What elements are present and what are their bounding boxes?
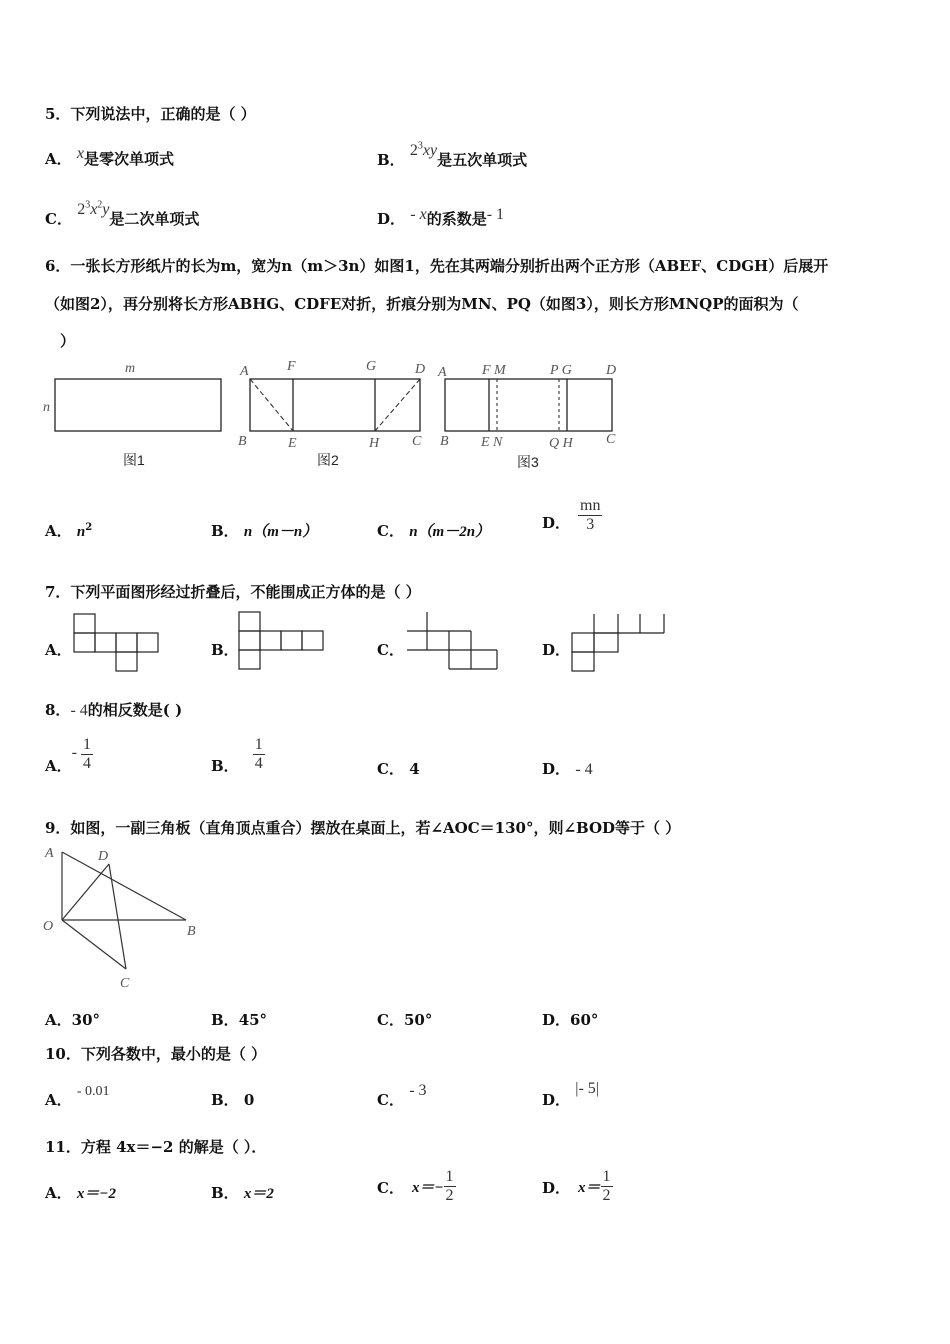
option-label: A． xyxy=(45,1011,72,1029)
label-m: m xyxy=(125,361,136,376)
option-text: 是五次单项式 xyxy=(437,151,528,169)
label-f: F xyxy=(287,359,296,374)
side-dc xyxy=(109,864,126,969)
label-n: n xyxy=(43,400,50,415)
side-oc xyxy=(62,920,126,969)
math-expr: - x xyxy=(410,206,427,223)
q7-option-b-net[interactable] xyxy=(237,610,327,674)
label-e: E xyxy=(288,436,297,451)
label-c: C xyxy=(120,976,130,991)
option-label: D． xyxy=(542,1011,571,1029)
option-label: B． xyxy=(211,1091,239,1109)
q8-option-b[interactable] xyxy=(211,733,265,776)
figure-1 xyxy=(43,361,221,468)
q5-option-d[interactable] xyxy=(377,203,505,228)
q8-option-d[interactable] xyxy=(542,758,593,779)
option-label: A． xyxy=(45,1091,72,1109)
option-text: 是二次单项式 xyxy=(109,210,200,228)
option-label: A． xyxy=(45,150,72,168)
q10-option-d[interactable] xyxy=(542,1080,599,1110)
fraction-numerator: mn xyxy=(578,497,602,516)
q5-option-a[interactable] xyxy=(45,145,174,169)
q11-option-a[interactable] xyxy=(45,1182,116,1203)
label-qh: Q H xyxy=(549,436,573,451)
q11-option-c[interactable] xyxy=(377,1168,456,1206)
label-c: C xyxy=(412,434,422,449)
fraction-numerator: 1 xyxy=(444,1168,456,1187)
q11-stem: 11．方程 4x＝−2 的解是（ ）． xyxy=(45,1138,267,1156)
q9-option-b[interactable] xyxy=(211,1009,267,1030)
stem-prefix: 8． xyxy=(45,701,71,719)
dashed-diagonal-ae xyxy=(250,379,293,431)
rectangle xyxy=(55,379,221,431)
fraction-numerator: 1 xyxy=(253,736,265,755)
option-value: 60° xyxy=(570,1011,599,1029)
caption-fig1: 图1 xyxy=(123,452,145,468)
option-label: D． xyxy=(542,1179,571,1198)
math-base: n xyxy=(76,524,86,540)
option-label: C． xyxy=(377,1091,404,1109)
q10-option-a[interactable] xyxy=(45,1084,110,1110)
option-value: - 4 xyxy=(575,761,593,778)
label-pg: P G xyxy=(550,363,572,378)
math-value: - 1 xyxy=(486,206,505,223)
figure-3 xyxy=(437,363,616,470)
option-value: |- 5| xyxy=(575,1080,599,1097)
label-a: A xyxy=(45,846,54,861)
option-label: B． xyxy=(211,1011,239,1029)
q7-option-d-label[interactable]: D． xyxy=(542,641,571,659)
option-label: B． xyxy=(211,1184,239,1202)
q7-option-a-label[interactable]: A． xyxy=(45,641,72,659)
q7-option-c-label[interactable]: C． xyxy=(377,641,404,659)
q7-option-c-net[interactable] xyxy=(405,610,501,674)
fraction-denominator: 4 xyxy=(254,755,263,772)
math-var-y: y xyxy=(102,201,110,218)
fraction-denominator: 3 xyxy=(586,516,595,534)
option-label: A． xyxy=(45,522,72,540)
q9-option-c[interactable] xyxy=(377,1009,432,1030)
side-od xyxy=(62,864,109,920)
q7-option-d-net[interactable] xyxy=(570,612,668,674)
option-label: C． xyxy=(45,210,72,228)
stem-suffix: 的相反数是( ) xyxy=(87,701,183,719)
label-d: D xyxy=(98,849,109,864)
math-var: xy xyxy=(422,142,438,159)
q7-stem: 7．下列平面图形经过折叠后，不能围成正方体的是（ ） xyxy=(45,583,421,601)
fraction-denominator: 4 xyxy=(82,755,91,772)
label-g: G xyxy=(366,359,377,374)
fraction-numerator: 1 xyxy=(81,736,93,755)
label-b: B xyxy=(440,434,449,449)
label-fm: F M xyxy=(482,363,506,378)
math-exp: 2 xyxy=(85,522,93,533)
option-label: B． xyxy=(211,522,239,540)
option-expr: n（m－n） xyxy=(243,524,318,540)
label-a: A xyxy=(240,364,249,379)
option-label: A． xyxy=(45,757,72,775)
option-text: 是零次单项式 xyxy=(83,150,174,168)
math-exp: 3 xyxy=(85,199,91,211)
fraction-denominator: 2 xyxy=(602,1187,611,1205)
option-value: - 0.01 xyxy=(76,1084,110,1099)
option-value: 0 xyxy=(243,1091,255,1109)
q6-stem-line2: （如图2），再分别将长方形ABHG、CDFE对折，折痕分别为MN、PQ（如图3），则长方形MNQP的面积为（ xyxy=(45,295,799,313)
option-label: A． xyxy=(45,1184,72,1202)
label-d: D xyxy=(606,363,617,378)
q11-option-b[interactable] xyxy=(211,1182,274,1203)
label-b: B xyxy=(187,924,196,939)
fraction-denominator: 2 xyxy=(445,1187,454,1205)
math-expr: x xyxy=(76,145,84,162)
label-c: C xyxy=(606,432,616,447)
caption-fig2: 图2 xyxy=(317,452,339,468)
option-label: D． xyxy=(542,514,571,533)
option-label: D． xyxy=(542,1091,571,1109)
q9-option-d[interactable] xyxy=(542,1009,598,1030)
rectangle xyxy=(445,379,612,431)
option-value: 50° xyxy=(403,1011,433,1029)
q7-option-a-net[interactable] xyxy=(72,612,162,674)
option-value: 45° xyxy=(238,1011,268,1029)
q5-stem: 5．下列说法中，正确的是（ ） xyxy=(45,105,256,123)
fraction-numerator: 1 xyxy=(601,1168,613,1187)
option-value: - 3 xyxy=(409,1082,427,1099)
math-exp: 3 xyxy=(417,140,423,152)
q8-option-c[interactable] xyxy=(377,758,420,779)
option-value: 30° xyxy=(71,1011,101,1029)
option-label: C． xyxy=(377,760,404,778)
math-exp-x: 2 xyxy=(97,199,103,211)
q10-option-b[interactable] xyxy=(211,1089,254,1110)
option-label: D． xyxy=(542,760,571,778)
q11-option-d[interactable] xyxy=(542,1168,613,1206)
q6-stem-line1: 6．一张长方形纸片的长为m，宽为n（m＞3n）如图1，先在其两端分别折出两个正方形（ABEF、CDGH）后展开 xyxy=(45,257,829,275)
q10-stem: 10．下列各数中，最小的是（ ） xyxy=(45,1045,267,1063)
q8-option-a[interactable] xyxy=(45,733,93,776)
rectangle xyxy=(250,379,420,431)
q5-option-c[interactable] xyxy=(45,198,200,228)
q9-option-a[interactable] xyxy=(45,1009,100,1030)
q6-option-d[interactable] xyxy=(542,497,602,535)
figure-2 xyxy=(238,359,425,468)
option-label: C． xyxy=(377,1011,404,1029)
option-value: x＝2 xyxy=(243,1186,274,1202)
q9-stem: 9．如图，一副三角板（直角顶点重合）摆放在桌面上，若∠AOC＝130°，则∠BOD等于（ ） xyxy=(45,819,681,837)
q5-option-b[interactable] xyxy=(377,140,528,169)
option-expr: n（m－2n） xyxy=(409,524,491,540)
option-text: 的系数是 xyxy=(426,210,487,228)
label-a: A xyxy=(438,365,447,380)
math-sign: - xyxy=(71,743,77,761)
stem-value: - 4 xyxy=(70,702,88,719)
q7-option-b-label[interactable]: B． xyxy=(211,641,239,659)
label-d: D xyxy=(415,362,426,377)
caption-fig3: 图3 xyxy=(517,454,539,470)
math-var-x: x xyxy=(90,201,98,218)
q6-option-b[interactable] xyxy=(211,520,317,541)
option-value: x＝−2 xyxy=(76,1186,116,1202)
label-o: O xyxy=(43,919,54,934)
option-label: C． xyxy=(377,1179,404,1198)
q10-option-c[interactable] xyxy=(377,1082,427,1110)
option-label: B． xyxy=(377,151,405,169)
option-prefix: x＝ xyxy=(578,1180,601,1197)
q6-option-a[interactable] xyxy=(45,520,92,541)
math-base: 2 xyxy=(77,201,86,218)
label-b: B xyxy=(238,434,247,449)
math-base: 2 xyxy=(409,142,418,159)
option-label: C． xyxy=(377,522,404,540)
option-label: B． xyxy=(211,757,239,775)
side-ab xyxy=(62,852,186,920)
q6-option-c[interactable] xyxy=(377,520,490,541)
option-value: 4 xyxy=(409,760,420,778)
option-label: D． xyxy=(377,210,406,228)
q8-stem xyxy=(45,699,182,720)
label-en: E N xyxy=(481,435,503,450)
q9-triangle-figure xyxy=(38,842,208,994)
q6-figures xyxy=(40,355,640,475)
label-h: H xyxy=(369,436,380,451)
option-prefix: x＝− xyxy=(411,1180,444,1197)
q6-stem-line3: ） xyxy=(60,332,76,350)
dashed-diagonal-dh xyxy=(375,379,420,431)
